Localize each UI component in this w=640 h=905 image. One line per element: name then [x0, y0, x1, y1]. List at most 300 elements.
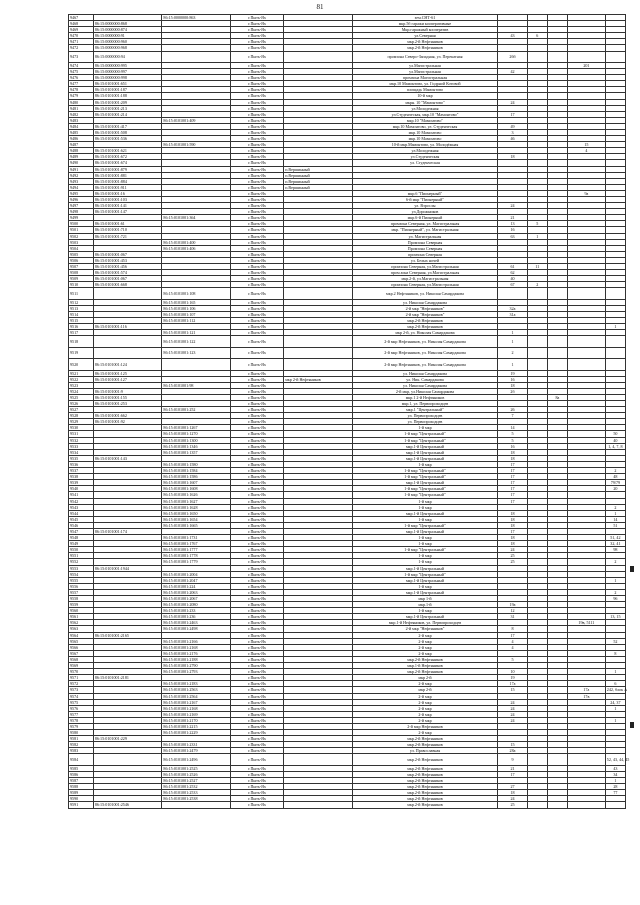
table-cell: 9534 [69, 449, 94, 455]
table-cell: г.Пыть-Ях [230, 233, 283, 239]
table-cell: мкр.1-й Центральный [352, 449, 497, 455]
table-cell: 2-й мкр [352, 644, 497, 650]
table-cell: 31 [498, 614, 528, 620]
table-cell: 17 [498, 111, 528, 117]
table-cell [547, 51, 567, 62]
table-cell: 9472 [69, 45, 94, 51]
table-cell: мкр. "Пионерный", ул. Магистральная [352, 227, 497, 233]
table-cell: 9483 [69, 117, 94, 123]
table-cell: 2-й мкр [352, 717, 497, 723]
table-cell: 86:15:0101001:409 [162, 117, 231, 123]
table-cell: 1-й мкр "Центральный" [352, 474, 497, 480]
table-cell: г.Пыть-Ях [230, 486, 283, 492]
table-cell: 1-й мкр [352, 425, 497, 431]
table-cell: 5 [527, 221, 547, 227]
table-cell: ул. Ник. Самардакова [352, 376, 497, 382]
table-cell: мкр.2-й Нефтяников [352, 771, 497, 777]
table-cell: 21 [498, 215, 528, 221]
table-cell: 86:15:0101001:2546 [93, 802, 162, 808]
table-cell: 86:15:0101001:1650 [162, 510, 231, 516]
table-cell: 86:15:0101001:1777 [162, 547, 231, 553]
table-cell: 17 [498, 498, 528, 504]
table-cell: г.Пыть-Ях [230, 547, 283, 553]
table-cell: г.Пыть-Ях [230, 184, 283, 190]
table-cell: 51, 42 [605, 535, 625, 541]
table-cell: 1-й мкр [352, 553, 497, 559]
table-cell [567, 288, 605, 299]
table-cell [567, 336, 605, 347]
table-cell: промзона Северо-Западная, ул. Перекатная [352, 51, 497, 62]
table-cell: 9480 [69, 99, 94, 105]
table-cell: г.Пыть-Ях [230, 239, 283, 245]
table-cell: 86:15:0101001:2498 [162, 626, 231, 632]
edge-mark [630, 722, 634, 728]
table-cell: 86:15:0101001:233 [162, 608, 231, 614]
table-cell: 17а [567, 687, 605, 693]
table-cell: ул. Взрослы [352, 203, 497, 209]
table-cell: п.Вершинный [284, 166, 353, 172]
table-cell: г.Пыть-Ях [230, 51, 283, 62]
table-cell: Мкр.гаражный кооператив [352, 27, 497, 33]
table-cell: г.Пыть-Ях [230, 730, 283, 736]
table-cell: 86:15:0101001:536 [93, 136, 162, 142]
table-cell: г.Пыть-Ях [230, 87, 283, 93]
table-cell: 86:15:0101001:406 [162, 245, 231, 251]
table-cell: 9510 [69, 282, 94, 288]
table-cell: г.Пыть-Ях [230, 583, 283, 589]
table-cell: 1-й мкр "Центральный" [352, 468, 497, 474]
table-cell: 9492 [69, 172, 94, 178]
table-cell: 9487 [69, 142, 94, 148]
table-cell: 86:15:0101001:2166 [162, 638, 231, 644]
table-cell: 86:15:0101001:1580 [162, 461, 231, 467]
table-cell: мкр.1-й Нефтяников [352, 663, 497, 669]
table-cell: г.Пыть-Ях [230, 172, 283, 178]
table-cell: 86:15:0101001:252 [162, 407, 231, 413]
table-cell: г.Пыть-Ях [230, 215, 283, 221]
table-cell: г.Пыть-Ях [230, 699, 283, 705]
table-cell: 9519 [69, 347, 94, 358]
table-cell: 9560 [69, 608, 94, 614]
table-cell: 9524 [69, 388, 94, 394]
table-cell [162, 51, 231, 62]
table-cell: 14 [498, 425, 528, 431]
table-cell [605, 347, 625, 358]
table-cell [605, 336, 625, 347]
table-cell: 17 [498, 480, 528, 486]
table-cell: г.Пыть-Ях [230, 264, 283, 270]
table-cell: промзона Северная, ул. Магистральная [352, 221, 497, 227]
table-cell: г.Пыть-Ях [230, 443, 283, 449]
table-cell: 86:15:0101001:067 [93, 276, 162, 282]
table-cell: г.Пыть-Ях [230, 178, 283, 184]
table-cell: 86:15:0101001:1731 [162, 535, 231, 541]
table-cell: 86:15:0101001:2188 [162, 656, 231, 662]
table-cell: 86:15:0101001:1300 [162, 437, 231, 443]
table-row [69, 359, 626, 370]
table-cell [162, 802, 231, 808]
table-cell: г.Пыть-Ях [230, 717, 283, 723]
table-cell: 86:15:0101001:2331 [162, 742, 231, 748]
table-row [69, 754, 626, 765]
table-cell: 86:15:0101001:2170 [162, 717, 231, 723]
table-cell: г.Пыть-Ях [230, 401, 283, 407]
table-cell: г.Пыть-Ях [230, 69, 283, 75]
table-cell: 86:15:0101001:143 [93, 455, 162, 461]
table-cell: 9584 [69, 754, 94, 765]
table-cell: г.Пыть-Ях [230, 705, 283, 711]
table-cell: мкр.1-й Центральный [352, 480, 497, 486]
table-cell: г.Пыть-Ях [230, 111, 283, 117]
table-cell: 86:15:0101001:2183 [162, 681, 231, 687]
table-cell: г.Пыть-Ях [230, 790, 283, 796]
table-cell: 9574 [69, 693, 94, 699]
table-cell: 86:15:0101001:2168 [162, 644, 231, 650]
table-cell: 9565 [69, 638, 94, 644]
table-cell: г.Пыть-Ях [230, 394, 283, 400]
table-cell [498, 288, 528, 299]
table-cell: 2 [527, 282, 547, 288]
table-cell: г.Пыть-Ях [230, 693, 283, 699]
table-cell: 9478 [69, 87, 94, 93]
table-cell: ул. Николая Самардакова [352, 370, 497, 376]
table-cell: 24 [498, 203, 528, 209]
table-cell [93, 347, 162, 358]
table-cell: 2 [605, 559, 625, 565]
table-cell: 86:15:0101001:1626 [162, 492, 231, 498]
table-cell: 9577 [69, 711, 94, 717]
table-cell: 9481 [69, 105, 94, 111]
table-cell: 86:15:0101001:453 [93, 257, 162, 263]
table-cell: 86:15:0101001:2563 [162, 687, 231, 693]
table-cell: мкр.2-й Нефтяников [352, 796, 497, 802]
table-cell: г.Пыть-Ях [230, 197, 283, 203]
table-cell: 1 [605, 324, 625, 330]
table-cell: 9528 [69, 413, 94, 419]
table-cell: г.Пыть-Ях [230, 656, 283, 662]
table-cell: 4 [498, 638, 528, 644]
table-cell: 2-й мкр, ул.Николая Самардакова [352, 388, 497, 394]
table-cell: 86:15:0101001:9 [93, 388, 162, 394]
table-cell: мкр.1-й Центральный [352, 614, 497, 620]
table-cell: мкр 1-й [352, 596, 497, 602]
table-cell: г.Пыть-Ях [230, 765, 283, 771]
table-cell: 9573 [69, 687, 94, 693]
table-cell: 15 [567, 142, 605, 148]
table-cell: 86:15:0101001:621 [93, 148, 162, 154]
table-cell: 1-й мкр "Центральный" [352, 431, 497, 437]
table-cell: 86:15:0101001:1944 [93, 565, 162, 571]
table-cell: г.Пыть-Ях [230, 669, 283, 675]
table-cell: 86:15:0101001:121 [162, 330, 231, 336]
table-row [69, 288, 626, 299]
table-cell: мкр.1-й Центральный [352, 577, 497, 583]
table-cell: 86:15:0101001:224 [162, 583, 231, 589]
table-cell: г.Пыть-Ях [230, 796, 283, 802]
table-cell [567, 359, 605, 370]
table-cell: г.Пыть-Ях [230, 608, 283, 614]
table-cell: 1, 4, 7, 8 [605, 443, 625, 449]
table-cell: 25 [498, 802, 528, 808]
table-cell: мкр 2-й Нефтяников [284, 376, 353, 382]
table-cell: 9504 [69, 245, 94, 251]
table-cell: 9580 [69, 730, 94, 736]
table-cell: г.Пыть-Ях [230, 190, 283, 196]
table-cell: 9543 [69, 504, 94, 510]
table-cell: 25 [498, 559, 528, 565]
table-cell: 9591 [69, 802, 94, 808]
table-cell: 86:15:0101001:674 [93, 160, 162, 166]
table-cell: 86:15:0101001:1607 [162, 480, 231, 486]
table-cell: 2-й мкр Нефтяников [352, 723, 497, 729]
table-cell: 86:15:0101001:1665 [162, 522, 231, 528]
table-cell: г.Пыть-Ях [230, 778, 283, 784]
table-cell: 17 [498, 528, 528, 534]
table-cell: 28 [605, 784, 625, 790]
table-cell: 24, 37 [605, 699, 625, 705]
table-cell: 9564 [69, 632, 94, 638]
table-cell: 86:15:0101001:2533 [162, 790, 231, 796]
table-cell: 18 [498, 510, 528, 516]
table-cell: 86:15:0101001:2067 [162, 596, 231, 602]
table-cell: 9467 [69, 15, 94, 21]
table-cell: 18 [498, 522, 528, 528]
table-cell: 34 [605, 771, 625, 777]
table-cell: ул.Северная [352, 33, 497, 39]
table-cell: 40 [605, 437, 625, 443]
table-cell: г.Пыть-Ях [230, 650, 283, 656]
table-cell: 1 [605, 717, 625, 723]
table-cell [547, 347, 567, 358]
table-cell: г.Пыть-Ях [230, 419, 283, 425]
table-cell: 86:15:0101001:2527 [162, 778, 231, 784]
table-cell: 86:15:0101001:2229 [162, 730, 231, 736]
table-cell: 86:15:0101001:112 [162, 318, 231, 324]
table-cell: 21 [498, 765, 528, 771]
table-cell: г.Пыть-Ях [230, 93, 283, 99]
table-row [69, 336, 626, 347]
table-cell: 86:15:0101001:155 [93, 394, 162, 400]
table-cell: г.Пыть-Ях [230, 541, 283, 547]
table-cell: 9508 [69, 270, 94, 276]
table-cell: мкр.1-й Центральный [352, 589, 497, 595]
table-cell: г.Пыть-Ях [230, 33, 283, 39]
table-cell: г.Пыть-Ях [230, 802, 283, 808]
table-cell: 5 [498, 437, 528, 443]
table-cell: мкр.2-й Нефтяников [352, 669, 497, 675]
table-cell: г.Пыть-Ях [230, 553, 283, 559]
table-cell: г.Пыть-Ях [230, 516, 283, 522]
table-cell: ул.Молодежная [352, 105, 497, 111]
table-cell: 9503 [69, 239, 94, 245]
table-cell: 9582 [69, 742, 94, 748]
table-cell: 9588 [69, 784, 94, 790]
table-cell: г.Пыть-Ях [230, 142, 283, 148]
table-cell [547, 336, 567, 347]
table-cell: 86:15:0101001:2181 [93, 675, 162, 681]
table-cell: 9525 [69, 394, 94, 400]
table-cell: 9476 [69, 75, 94, 81]
table-cell: г.Пыть-Ях [230, 209, 283, 215]
table-cell: 86:15:0000000:998 [93, 75, 162, 81]
table-cell [93, 336, 162, 347]
table-cell: 9542 [69, 498, 94, 504]
table-cell: 86:15:0000000:997 [93, 69, 162, 75]
table-cell: 9553 [69, 565, 94, 571]
table-cell: 86:15:0101001:2168 [162, 705, 231, 711]
table-cell: 86:15:0101001:236 [162, 614, 231, 620]
table-cell: 86:15:0101001:067 [93, 251, 162, 257]
table-cell: 86:15:0101001:188 [93, 93, 162, 99]
table-cell: г.Пыть-Ях [230, 614, 283, 620]
table-cell: 86:15:0101001:123 [162, 347, 231, 358]
table-cell: 1-й мкр "Центральный" [352, 486, 497, 492]
table-cell [605, 288, 625, 299]
table-cell: 9541 [69, 492, 94, 498]
table-cell: 15 [498, 687, 528, 693]
table-cell: 9589 [69, 790, 94, 796]
table-cell: 86:15:0000000:960 [93, 39, 162, 45]
table-cell: Промзона Северная [352, 239, 497, 245]
table-cell: 9562 [69, 620, 94, 626]
table-cell: г.Пыть-Ях [230, 129, 283, 135]
table-cell [605, 51, 625, 62]
table-cell: г.Пыть-Ях [230, 257, 283, 263]
table-cell: ул. Белых ночей [352, 257, 497, 263]
table-cell: 86:15:0101001:1767 [162, 541, 231, 547]
table-cell: п.Вершинный [284, 178, 353, 184]
table-cell: 32а [498, 305, 528, 311]
table-cell: 86:15:0101001:61 [93, 221, 162, 227]
table-cell: 1-й мкр [352, 541, 497, 547]
table-cell: 9506 [69, 257, 94, 263]
table-cell: г.Пыть-Ях [230, 723, 283, 729]
table-cell: 5 [498, 431, 528, 437]
table-cell: 9537 [69, 468, 94, 474]
table-cell: г.Пыть-Ях [230, 221, 283, 227]
table-cell: 1-й мкр [352, 504, 497, 510]
table-cell: г.Пыть-Ях [230, 299, 283, 305]
table-cell: мкр.2-й, ул.Магистральная [352, 276, 497, 282]
table-cell: мкр.10 Мамонтово, ул. Гидрной Котовой [352, 81, 497, 87]
table-cell: ул.Магистральная [352, 62, 497, 68]
table-cell: 98 [605, 547, 625, 553]
table-cell: 11 [527, 264, 547, 270]
table-row [69, 802, 626, 808]
table-cell: 24 [498, 99, 528, 105]
table-cell: 2-й мкр Нефтяников, ул. Николая Самардакова [352, 336, 497, 347]
table-cell: 16 [498, 376, 528, 382]
table-cell: 9552 [69, 559, 94, 565]
table-cell: 86:15:0101001:2790 [162, 663, 231, 669]
table-cell: 62 [498, 270, 528, 276]
table-cell: 86:15:0101001:106 [162, 305, 231, 311]
table-cell: 17 [498, 771, 528, 777]
table-cell: 9568 [69, 656, 94, 662]
table-cell: 86:15:0101001:364 [162, 215, 231, 221]
table-cell: 9489 [69, 154, 94, 160]
table-cell: 15 [498, 742, 528, 748]
table-cell: 26б [498, 51, 528, 62]
table-cell: 17 [498, 474, 528, 480]
table-cell: 86:15:0101001:141 [93, 203, 162, 209]
table-cell: 19 [498, 675, 528, 681]
table-cell: 86:15:0101001:108 [162, 288, 231, 299]
table-cell: 9470 [69, 33, 94, 39]
table-cell: 9557 [69, 589, 94, 595]
table-cell: г.Пыть-Ях [230, 81, 283, 87]
table-cell: г.Пыть-Ях [230, 413, 283, 419]
table-cell: 1-й мкр [352, 559, 497, 565]
table-cell: 9544 [69, 510, 94, 516]
table-cell: 18 [498, 516, 528, 522]
table-cell: г.Пыть-Ях [230, 318, 283, 324]
table-cell: 1-й мкр "Центральный" [352, 547, 497, 553]
table-cell: мкр.2-й Нефтяников [352, 742, 497, 748]
table-cell: 32, 41 [605, 541, 625, 547]
table-cell: 86:15:0101001:1779 [162, 559, 231, 565]
table-cell: мкр.10 "Мамонтово" [352, 117, 497, 123]
table-cell: 9509 [69, 276, 94, 282]
table-cell: 9522 [69, 376, 94, 382]
table-cell: 86:15:0101001:174 [93, 528, 162, 534]
table-cell: 9523 [69, 382, 94, 388]
table-cell: 9539 [69, 480, 94, 486]
table-cell: 40 [498, 276, 528, 282]
table-cell: ул.Магистральная [352, 69, 497, 75]
table-cell: 9501 [69, 227, 94, 233]
table-cell: г.Пыть-Ях [230, 99, 283, 105]
table-cell: 52 [605, 638, 625, 644]
table-cell: 43 [498, 33, 528, 39]
table-cell: 2-й мкр [352, 650, 497, 656]
table-cell: 9485 [69, 129, 94, 135]
table-cell: 17в [567, 693, 605, 699]
table-cell: 9516 [69, 324, 94, 330]
table-cell: 1-й мкр [352, 608, 497, 614]
table-cell: 17 [498, 492, 528, 498]
table-cell: г.Пыть-Ях [230, 39, 283, 45]
table-cell: 86:15:0101001:721 [93, 233, 162, 239]
table-cell: 9529 [69, 419, 94, 425]
table-cell: 2 [605, 589, 625, 595]
table-cell: 24 [498, 717, 528, 723]
table-cell: 1 [605, 577, 625, 583]
table-cell: г.Пыть-Ях [230, 45, 283, 51]
table-cell: г.Пыть-Ях [230, 270, 283, 276]
table-cell: 96 [605, 596, 625, 602]
table-cell: 9486 [69, 136, 94, 142]
table-cell: 1-й мкр [352, 583, 497, 589]
table-cell: мкр.2-й Нефтяников [352, 754, 497, 765]
table-cell: 5 [498, 656, 528, 662]
table-cell: ул.Студенческая, мкр.10 "Мамонтово" [352, 111, 497, 117]
table-cell: г.Пыть-Ях [230, 644, 283, 650]
table-cell [567, 802, 605, 808]
table-cell [527, 288, 547, 299]
table-cell: г.Пыть-Ях [230, 455, 283, 461]
table-cell: 24 [498, 711, 528, 717]
table-cell: 2-й мкр [352, 693, 497, 699]
table-cell: 86:15:0101001:1778 [162, 553, 231, 559]
table-cell: мкрн. 10 "Мамонтово" [352, 99, 497, 105]
table-cell: г.Пыть-Ях [230, 203, 283, 209]
table-cell: 86:15:0101001:1627 [162, 498, 231, 504]
table-cell: г.Пыть-Ях [230, 324, 283, 330]
table-cell: 9545 [69, 516, 94, 522]
table-cell: 9479 [69, 93, 94, 99]
table-cell: 86:15:0101001:122 [162, 336, 231, 347]
